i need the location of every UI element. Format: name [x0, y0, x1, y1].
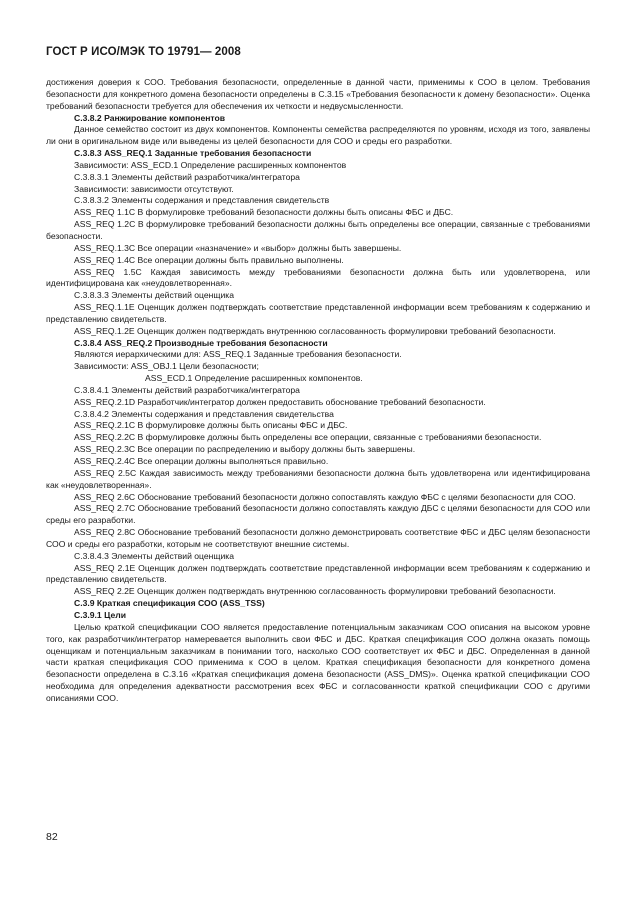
requirement-item: ASS_REQ 2.5С Каждая зависимость между требованиями безопасности должна быть удовлетворена или идентифицирована как «неудовлетворенная».	[46, 467, 590, 490]
subsection-heading: С.3.8.4.1 Элементы действий разработчика/интегратора	[74, 384, 300, 395]
subsection-heading: С.3.8.3.3 Элементы действий оценщика	[74, 290, 234, 301]
requirement-item: ASS_REQ.1.2Е Оценщик должен подтверждать внутреннюю согласованность формулировки требований безопасности.	[74, 325, 556, 336]
requirement-item: ASS_REQ 2.2Е Оценщик должен подтверждать внутреннюю согласованность формулировки требований безопасности.	[74, 586, 556, 597]
subsection-heading: С.3.8.4.3 Элементы действий оценщика	[74, 550, 234, 561]
section-heading: С.3.8.2 Ранжирование компонентов	[74, 112, 226, 123]
requirement-item: ASS_REQ 2.1Е Оценщик должен подтверждать соответствие представленной информации всем требованиям к содержанию и представлению свидетельств.	[46, 562, 590, 585]
requirement-item: ASS_REQ.2.1С В формулировке должны быть описаны ФБС и ДБС.	[74, 420, 348, 431]
requirement-item: ASS_REQ.2.3С Все операции по распределению и выбору должны быть завершены.	[74, 444, 416, 455]
paragraph: Зависимости: ASS_ECD.1 Определение расширенных компонентов	[74, 159, 347, 170]
requirement-item: ASS_REQ 1.5С Каждая зависимость между требованиями безопасности должна быть или удовлетворена, или идентифицирована как «неудовлетворенная».	[46, 266, 590, 289]
subsection-heading: С.3.8.3.1 Элементы действий разработчика/интегратора	[74, 171, 300, 182]
requirement-item: ASS_REQ.1.1Е Оценщик должен подтверждать соответствие представленной информации всем требованиям к содержанию и представлению свидетельств.	[46, 302, 590, 324]
section-heading: С.3.8.3 ASS_REQ.1 Заданные требования безопасности	[74, 148, 312, 159]
paragraph: достижения доверия к СОО. Требования безопасности, определенные в данной части, применимы к СОО в целом. Требования безопасности для конкретного домена безопасности определены в С.3.15 «Требования безопасности к домену безопасности». Оценка требований безопасности требуется для обеспечения их четкости и недвусмысленности.	[46, 77, 590, 111]
section-heading: С.3.9.1 Цели	[74, 609, 126, 620]
requirement-item: ASS_REQ.2.2С В формулировке должны быть определены все операции, связанные с требованиями безопасности.	[74, 432, 542, 443]
paragraph: ASS_ECD.1 Определение расширенных компонентов.	[145, 373, 363, 384]
subsection-heading: С.3.8.3.2 Элементы содержания и представления свидетельств	[74, 195, 330, 206]
requirement-item: ASS_REQ 2.6С Обоснование требований безопасности должно сопоставлять каждую ФБС с целями безопасности для СОО.	[74, 491, 576, 502]
document-body	[46, 77, 590, 705]
section-heading: С.3.8.4 ASS_REQ.2 Производные требования безопасности	[74, 337, 328, 348]
requirement-item: ASS_REQ.2.4С Все операции должны выполняться правильно.	[74, 456, 329, 466]
requirement-item: ASS_REQ 1.1С В формулировке требований безопасности должны быть описаны ФБС и ДБС.	[74, 207, 454, 218]
page-number: 82	[46, 831, 58, 843]
section-heading: С.3.9 Краткая спецификация СОО (ASS_TSS)	[74, 598, 265, 609]
requirement-item: ASS_REQ 1.2С В формулировке требований безопасности должны быть определены все операции, связанные с требованиями безопасности.	[46, 219, 590, 241]
paragraph: Данное семейство состоит из двух компонентов. Компоненты семейства распределяются по уровням, исходя из того, заявлены ли они в оригинальном виде или выведены из целей безопасности для СОО и среды его разработки.	[46, 124, 590, 147]
document-header: ГОСТ Р ИСО/МЭК ТО 19791— 2008	[46, 46, 241, 58]
requirement-item: ASS_REQ 2.7С Обоснование требований безопасности должно сопоставлять каждую ДБС с целями безопасности для СОО или среды его разработки.	[46, 503, 590, 526]
requirement-item: ASS_REQ.1.3С Все операции «назначение» и «выбор» должны быть завершены.	[74, 242, 402, 253]
paragraph: Целью краткой спецификации СОО является предоставление потенциальным заказчикам СОО описания на высоком уровне того, как разработчик/интегратор намеревается выполнить свои ФБС и ДБС. Краткая спецификация СОО должна оказать помощь оценщикам и потенциальным заказчикам в понимании того, насколько СОО соответствует их ФБС и ДБС. Определенная в данной части краткая спецификация СОО применима к СОО в целом. Краткая спецификация безопасности для конкретного домена безопасности определена в С.3.16 «Краткая спецификация домена безопасности (ASS_DMS)». Оценка краткой спецификации СОО необходима для определения адекватности рассмотрения всех ФБС и согласованности краткой спецификации СОО с другими описаниями СОО.	[46, 621, 590, 703]
paragraph: Являются иерархическими для: ASS_REQ.1 Заданные требования безопасности.	[74, 349, 402, 360]
subsection-heading: С.3.8.4.2 Элементы содержания и представления свидетельства	[74, 408, 334, 419]
requirement-item: ASS_REQ 2.8С Обоснование требований безопасности должно демонстрировать соответствие ФБС и ДБС целям безопасности СОО и среды его разработки, которым не соответствуют внешние системы.	[46, 527, 590, 549]
paragraph: Зависимости: зависимости отсутствуют.	[74, 183, 234, 194]
paragraph: Зависимости: ASS_OBJ.1 Цели безопасности;	[74, 361, 259, 372]
requirement-item: ASS_REQ.2.1D Разработчик/интегратор должен предоставить обоснование требований безопасности.	[74, 396, 486, 407]
requirement-item: ASS_REQ 1.4С Все операции должны быть правильно выполнены.	[74, 254, 344, 265]
